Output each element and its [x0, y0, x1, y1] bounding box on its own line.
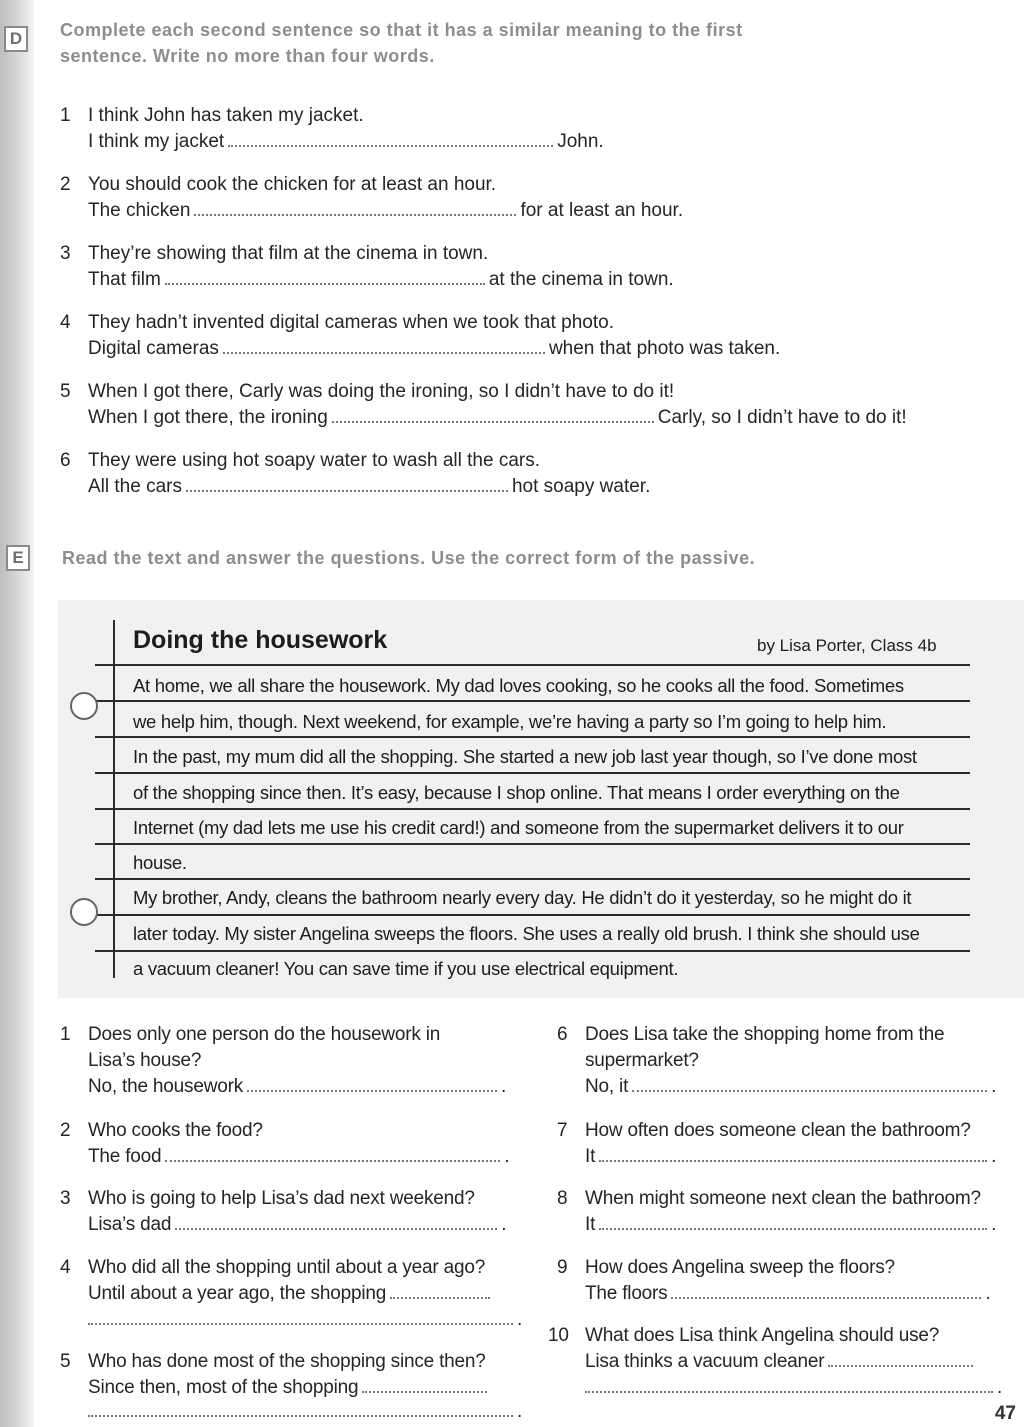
question-3: 3 Who is going to help Lisa’s dad next weekend? Lisa’s dad .: [60, 1188, 507, 1235]
exercise-d-item-3: 3 They’re showing that film at the cinema in town. That film at the cinema in town.: [60, 243, 674, 290]
answer-blank[interactable]: [828, 1351, 973, 1367]
section-d-label: D: [4, 26, 28, 52]
ruled-line: [95, 843, 970, 845]
answer-blank[interactable]: [671, 1283, 981, 1299]
article-line: house.: [133, 852, 187, 873]
article-line: we help him, though. Next weekend, for example, we’re having a party so I’m going to help him.: [133, 711, 887, 732]
question-10: 10 What does Lisa think Angelina should use? Lisa thinks a vacuum cleaner .: [548, 1325, 1003, 1398]
answer-blank[interactable]: [247, 1076, 497, 1092]
question-2: 2 Who cooks the food? The food .: [60, 1120, 510, 1167]
answer-blank[interactable]: [632, 1076, 987, 1092]
question-4: 4 Who did all the shopping until about a year ago? Until about a year ago, the shopping .: [60, 1257, 523, 1330]
answer-blank[interactable]: [228, 131, 553, 147]
answer-blank[interactable]: [88, 1309, 513, 1325]
ruled-line: [95, 950, 970, 952]
article-line: In the past, my mum did all the shopping. She started a new job last year though, so I’ve done most: [133, 746, 917, 767]
question-7: 7 How often does someone clean the bathroom? It .: [557, 1120, 997, 1167]
question-1: 1 Does only one person do the housework in Lisa’s house? No, the housework .: [60, 1024, 507, 1097]
article-line: of the shopping since then. It’s easy, because I shop online. That means I order everything on the: [133, 782, 900, 803]
answer-blank[interactable]: [599, 1146, 987, 1162]
answer-blank[interactable]: [332, 407, 654, 423]
page-binding-shadow: [0, 0, 34, 1427]
ruled-line: [95, 772, 970, 774]
question-6: 6 Does Lisa take the shopping home from the supermarket? No, it .: [557, 1024, 997, 1097]
ruled-line: [95, 664, 970, 666]
article-author: by Lisa Porter, Class 4b: [757, 636, 937, 655]
article-line: a vacuum cleaner! You can save time if you use electrical equipment.: [133, 958, 679, 979]
answer-blank[interactable]: [599, 1214, 987, 1230]
answer-blank[interactable]: [165, 1146, 500, 1162]
question-9: 9 How does Angelina sweep the floors? The floors .: [557, 1257, 991, 1304]
article-margin-rule: [113, 620, 115, 978]
ruled-line: [95, 736, 970, 738]
answer-blank[interactable]: [186, 476, 508, 492]
answer-blank[interactable]: [165, 269, 485, 285]
section-e-instruction: Read the text and answer the questions. Use the correct form of the passive.: [62, 548, 756, 568]
article-line: At home, we all share the housework. My dad loves cooking, so he cooks all the food. Sometimes: [133, 675, 904, 696]
answer-blank[interactable]: [194, 200, 516, 216]
page-number: 47: [994, 1403, 1016, 1424]
article-line: My brother, Andy, cleans the bathroom nearly every day. He didn’t do it yesterday, so he might do it: [133, 887, 912, 908]
ruled-line: [95, 700, 970, 702]
exercise-d-item-4: 4 They hadn’t invented digital cameras when we took that photo. Digital cameras when that photo was taken.: [60, 312, 781, 359]
exercise-d-item-6: 6 They were using hot soapy water to wash all the cars. All the cars hot soapy water.: [60, 450, 651, 497]
article-line: later today. My sister Angelina sweeps the floors. She uses a really old brush. I think she should use: [133, 923, 920, 944]
ruled-line: [95, 878, 970, 880]
exercise-d-item-2: 2 You should cook the chicken for at least an hour. The chicken for at least an hour.: [60, 174, 684, 221]
binder-hole-icon: [70, 692, 98, 720]
answer-blank[interactable]: [223, 338, 545, 354]
answer-blank[interactable]: [175, 1214, 497, 1230]
section-d-instruction: Complete each second sentence so that it has a similar meaning to the first sentence. Write no more than four words.: [60, 20, 743, 66]
answer-blank[interactable]: [88, 1401, 513, 1417]
binder-hole-icon: [70, 898, 98, 926]
answer-blank[interactable]: [585, 1377, 993, 1393]
article-title: Doing the housework: [133, 626, 388, 654]
article-line: Internet (my dad lets me use his credit card!) and someone from the supermarket delivers it to our: [133, 817, 904, 838]
answer-blank[interactable]: [390, 1283, 490, 1299]
exercise-d-item-5: 5 When I got there, Carly was doing the ironing, so I didn’t have to do it! When I got there, the ironing Carly, so I didn’t have to do it!: [60, 381, 907, 428]
exercise-d-item-1: 1 I think John has taken my jacket. I think my jacket John.: [60, 105, 604, 152]
ruled-line: [95, 808, 970, 810]
ruled-line: [95, 914, 970, 916]
answer-blank[interactable]: [362, 1377, 487, 1393]
question-5: 5 Who has done most of the shopping since then? Since then, most of the shopping .: [60, 1351, 523, 1422]
question-8: 8 When might someone next clean the bathroom? It .: [557, 1188, 997, 1235]
section-e-label: E: [6, 545, 30, 571]
